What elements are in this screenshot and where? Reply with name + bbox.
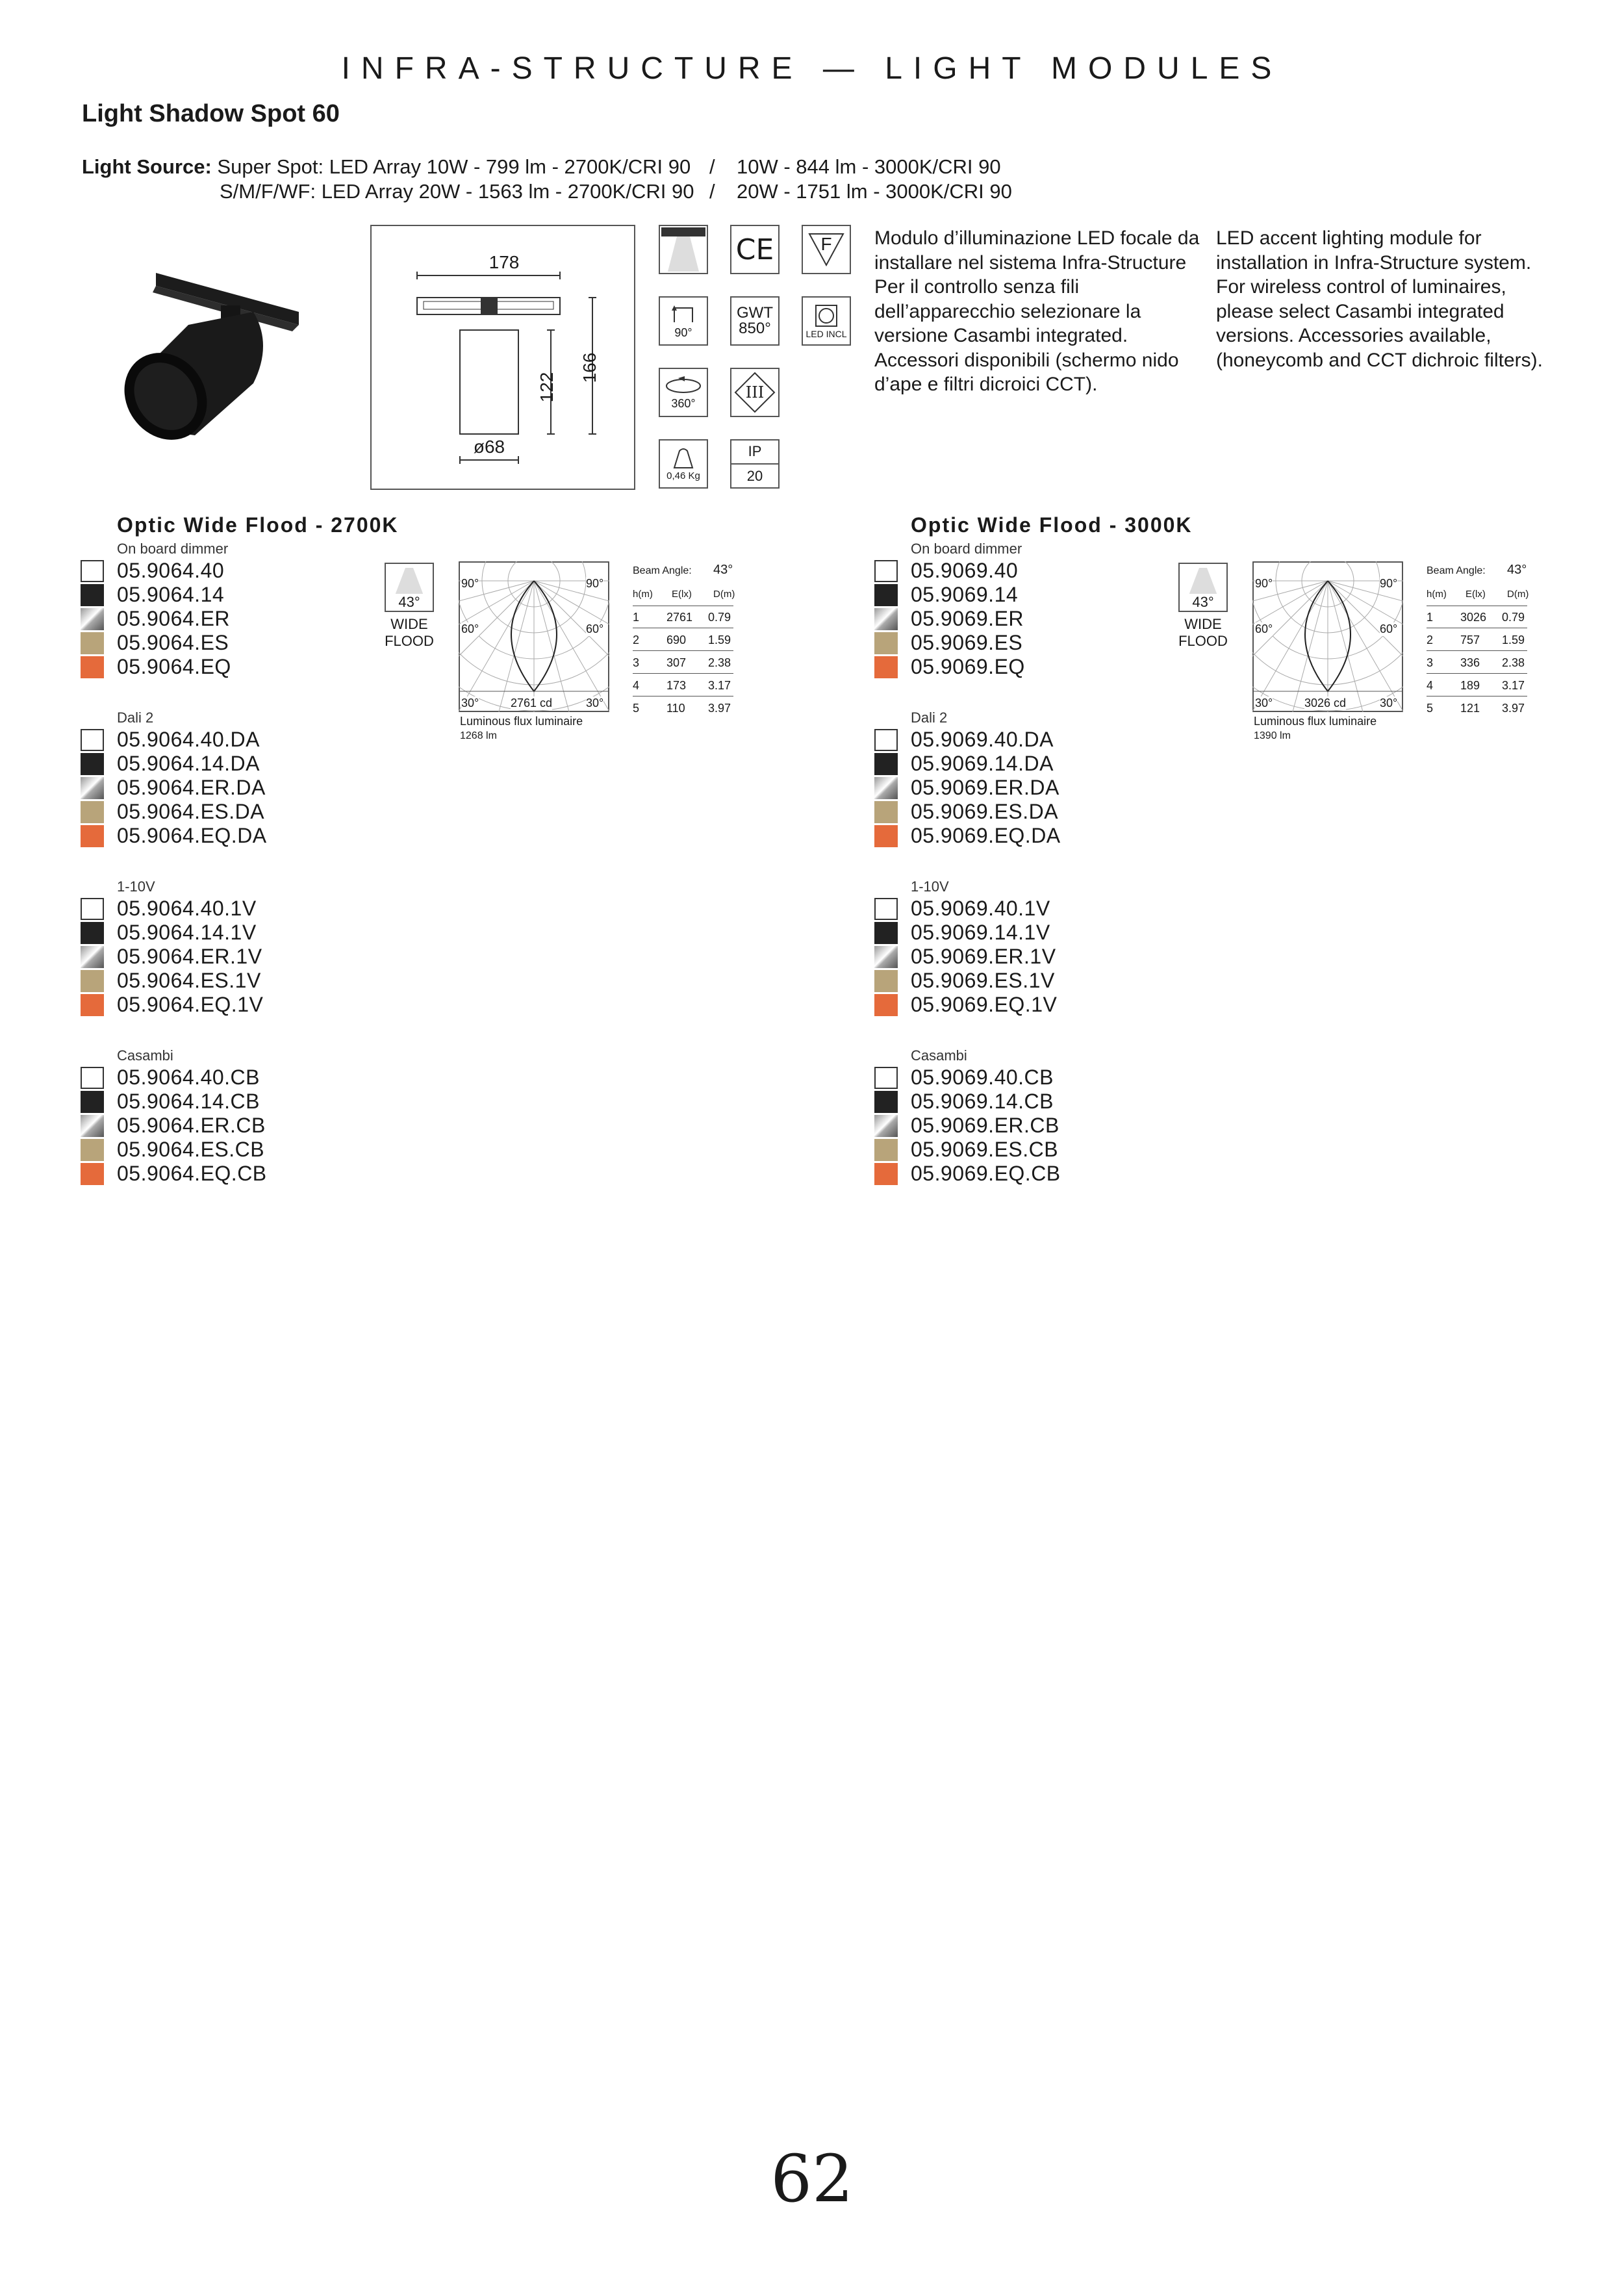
table-cell: 2 [1427, 633, 1434, 646]
table-cell: 1 [1427, 611, 1434, 624]
class-iii-icon [730, 368, 780, 417]
luminous-flux-label: Luminous flux luminaire [460, 715, 583, 728]
optic-title: Optic Wide Flood - 2700K [117, 513, 399, 537]
group-label: Casambi [117, 1047, 173, 1064]
rotate-vertical-icon [659, 296, 708, 346]
product-code: 05.9064.40 [117, 559, 225, 582]
finish-swatch-er [81, 608, 104, 630]
product-code: 05.9064.40.1V [117, 897, 257, 920]
product-code: 05.9064.14.1V [117, 921, 257, 944]
gwt-icon [730, 296, 780, 346]
table-cell: 3026 [1460, 611, 1487, 624]
product-code: 05.9069.ES [911, 631, 1023, 654]
product-code: 05.9064.ER [117, 607, 231, 630]
light-source-line1-b: 10W - 844 lm - 3000K/CRI 90 [737, 155, 1001, 178]
product-code: 05.9064.ES.CB [117, 1138, 265, 1161]
table-cell: 4 [633, 679, 640, 692]
table-cell: 110 [666, 702, 685, 715]
group-label: On board dimmer [911, 541, 1022, 557]
rotate-vertical-text: 90° [674, 326, 692, 339]
spot-light-icon [659, 225, 708, 274]
finish-swatch-eq [874, 825, 898, 847]
group-label: 1-10V [911, 878, 949, 895]
group-label: Dali 2 [117, 709, 154, 726]
product-photo [117, 260, 305, 448]
product-code: 05.9064.14.CB [117, 1090, 260, 1113]
beam-name-2: FLOOD [385, 633, 434, 649]
beam-angle-value: 43° [1184, 594, 1223, 611]
finish-swatch-er [874, 777, 898, 799]
ce-mark-text: CE [735, 233, 774, 266]
table-header-cell: D(m) [713, 589, 735, 600]
product-code: 05.9064.ES.DA [117, 800, 265, 823]
product-code: 05.9064.EQ.CB [117, 1162, 267, 1185]
polar-label-60-left: 60° [461, 622, 479, 635]
product-code: 05.9064.ES.1V [117, 969, 261, 992]
beam-angle-label: Beam Angle: [1427, 565, 1486, 576]
product-code: 05.9069.ES.1V [911, 969, 1055, 992]
product-title: Light Shadow Spot 60 [82, 100, 340, 127]
table-cell: 3.97 [708, 702, 731, 715]
product-code: 05.9069.ER.DA [911, 776, 1059, 799]
finish-swatch-es [81, 1139, 104, 1161]
weight-text: 0,46 Kg [666, 470, 700, 481]
table-cell: 2 [633, 633, 640, 646]
product-code: 05.9069.EQ.1V [911, 993, 1058, 1016]
beam-angle-table-value: 43° [713, 563, 733, 577]
page-header: INFRA-STRUCTURE — LIGHT MODULES [341, 51, 1283, 86]
table-cell: 757 [1460, 633, 1480, 646]
table-row [1427, 654, 1527, 674]
gwt-label: GWT [737, 304, 773, 322]
table-header-cell: h(m) [1427, 589, 1447, 600]
polar-candela: 2761 cd [511, 696, 553, 709]
product-code: 05.9064.ER.DA [117, 776, 266, 799]
table-row [1427, 676, 1527, 696]
polar-label-90-left: 90° [461, 577, 479, 590]
light-source-label: Light Source: [82, 155, 212, 178]
product-code: 05.9069.ES.CB [911, 1138, 1059, 1161]
beam-angle-value: 43° [390, 594, 429, 611]
product-code: 05.9069.EQ.CB [911, 1162, 1061, 1185]
class-iii-text: III [745, 383, 765, 402]
finish-swatch-eq [874, 1163, 898, 1185]
beam-angle-table-value: 43° [1507, 563, 1527, 577]
finish-swatch-14 [874, 584, 898, 606]
luminous-flux-value: 1268 lm [460, 730, 497, 741]
illuminance-table [633, 561, 743, 717]
table-row [1427, 608, 1527, 628]
polar-label-90-right: 90° [1380, 577, 1398, 590]
finish-swatch-es [874, 970, 898, 992]
dim-total-height: 166 [579, 352, 600, 383]
product-code: 05.9064.EQ [117, 655, 231, 678]
beam-name-2: FLOOD [1178, 633, 1228, 649]
light-source-line2-a: S/M/F/WF: LED Array 20W - 1563 lm - 2700K/CRI 90 [220, 180, 694, 203]
polar-label-30-right: 30° [586, 696, 604, 709]
table-cell: 5 [633, 702, 640, 715]
finish-swatch-er [81, 777, 104, 799]
ce-mark-icon [730, 225, 780, 274]
table-cell: 0.79 [708, 611, 731, 624]
table-cell: 189 [1460, 679, 1480, 692]
finish-swatch-er [81, 946, 104, 968]
finish-swatch-er [874, 946, 898, 968]
led-included-icon [802, 296, 851, 346]
finish-swatch-eq [874, 994, 898, 1016]
product-code: 05.9069.40.1V [911, 897, 1050, 920]
group-label: Casambi [911, 1047, 967, 1064]
product-code: 05.9069.ER.CB [911, 1114, 1059, 1137]
table-cell: 1 [633, 611, 640, 624]
polar-label-30-right: 30° [1380, 696, 1398, 709]
polar-label-90-left: 90° [1255, 577, 1273, 590]
finish-swatch-14 [874, 922, 898, 944]
finish-swatch-es [81, 632, 104, 654]
product-code: 05.9069.14 [911, 583, 1019, 606]
luminous-flux-label: Luminous flux luminaire [1254, 715, 1377, 728]
table-cell: 2.38 [1502, 656, 1525, 669]
led-included-text: LED INCL [806, 329, 847, 339]
product-code: 05.9069.EQ [911, 655, 1025, 678]
dimension-drawing [370, 225, 635, 490]
ip-value: 20 [746, 467, 763, 484]
finish-swatch-14 [874, 753, 898, 775]
finish-swatch-er [81, 1115, 104, 1137]
optic-title: Optic Wide Flood - 3000K [911, 513, 1193, 537]
ip-label: IP [748, 443, 762, 460]
table-cell: 2761 [666, 611, 693, 624]
table-header [1427, 586, 1527, 606]
finish-swatch-eq [81, 656, 104, 678]
finish-swatch-40 [81, 729, 104, 751]
table-cell: 3.17 [1502, 679, 1525, 692]
finish-swatch-14 [874, 1091, 898, 1113]
finish-swatch-40 [81, 898, 104, 920]
product-code: 05.9064.ER.1V [117, 945, 262, 968]
optic-column-3000k [794, 513, 1606, 1228]
table-header-cell: h(m) [633, 589, 653, 600]
table-row [1427, 699, 1527, 719]
polar-label-30-left: 30° [461, 696, 479, 709]
product-code: 05.9064.EQ.1V [117, 993, 264, 1016]
finish-swatch-14 [81, 753, 104, 775]
group-label: Dali 2 [911, 709, 948, 726]
table-cell: 307 [666, 656, 687, 669]
polar-label-60-right: 60° [586, 622, 604, 635]
product-code: 05.9069.ES.DA [911, 800, 1059, 823]
product-code: 05.9069.ER [911, 607, 1024, 630]
table-row [633, 608, 733, 628]
finish-swatch-40 [81, 1067, 104, 1089]
finish-swatch-eq [874, 656, 898, 678]
finish-swatch-40 [874, 898, 898, 920]
description-italian: Modulo d’illuminazione LED focale da installare nel sistema Infra-Structure Per il controllo senza fili dell’apparecchio selezionare la versione Casambi integrated. Accessori disponibili (schermo nido d’ape e filtri dicroici CCT). [874, 227, 1200, 395]
optic-column-2700k [0, 513, 812, 1228]
finish-swatch-40 [81, 560, 104, 582]
ip-rating-icon [730, 439, 780, 489]
gwt-temp: 850° [739, 320, 771, 337]
finish-swatch-14 [81, 584, 104, 606]
finish-swatch-40 [874, 729, 898, 751]
illuminance-table [1427, 561, 1537, 717]
table-cell: 3 [1427, 656, 1434, 669]
table-cell: 3 [633, 656, 640, 669]
beam-name-1: WIDE [390, 616, 428, 632]
table-cell: 3.97 [1502, 702, 1525, 715]
finish-swatch-es [874, 1139, 898, 1161]
dim-body-height: 122 [537, 372, 557, 403]
table-cell: 2.38 [708, 656, 731, 669]
table-cell: 336 [1460, 656, 1480, 669]
group-label: On board dimmer [117, 541, 229, 557]
table-header [633, 586, 733, 606]
finish-swatch-eq [81, 994, 104, 1016]
dim-diameter: ø68 [473, 437, 505, 457]
product-code: 05.9069.EQ.DA [911, 824, 1061, 847]
beam-name-1: WIDE [1184, 616, 1222, 632]
table-cell: 1.59 [1502, 633, 1525, 646]
finish-swatch-40 [874, 1067, 898, 1089]
polar-label-30-left: 30° [1255, 696, 1273, 709]
finish-swatch-es [874, 801, 898, 823]
polar-label-60-left: 60° [1255, 622, 1273, 635]
finish-swatch-40 [874, 560, 898, 582]
table-cell: 4 [1427, 679, 1434, 692]
beam-angle-label: Beam Angle: [633, 565, 692, 576]
finish-swatch-er [874, 1115, 898, 1137]
table-cell: 121 [1460, 702, 1480, 715]
product-code: 05.9064.EQ.DA [117, 824, 267, 847]
product-code: 05.9064.14.DA [117, 752, 260, 775]
finish-swatch-es [874, 632, 898, 654]
light-source-sep-1: / [709, 155, 715, 178]
table-header-cell: E(lx) [672, 589, 692, 600]
table-cell: 690 [666, 633, 687, 646]
dim-width: 178 [488, 252, 520, 272]
table-row [633, 654, 733, 674]
product-code: 05.9064.40.CB [117, 1066, 260, 1089]
light-source-sep-2: / [709, 180, 715, 203]
f-mark-icon [802, 225, 851, 274]
description-english: LED accent lighting module for installation in Infra-Structure system. For wireless control of luminaires, please select Casambi integrated versions. Accessories available, (honeycomb and CCT dichroic filters). [1216, 227, 1543, 371]
table-header-cell: E(lx) [1465, 589, 1486, 600]
table-cell: 1.59 [708, 633, 731, 646]
table-cell: 173 [666, 679, 687, 692]
rotate-horizontal-text: 360° [671, 396, 696, 410]
f-mark-text: F [820, 234, 832, 254]
rotate-horizontal-icon [659, 368, 708, 417]
finish-swatch-eq [81, 825, 104, 847]
page-number: 62 [770, 2141, 854, 2217]
group-label: 1-10V [117, 878, 155, 895]
finish-swatch-es [81, 801, 104, 823]
table-row [633, 699, 733, 719]
table-row [633, 676, 733, 696]
product-code: 05.9069.14.CB [911, 1090, 1054, 1113]
finish-swatch-es [81, 970, 104, 992]
table-cell: 0.79 [1502, 611, 1525, 624]
product-code: 05.9069.14.1V [911, 921, 1050, 944]
light-source [82, 155, 691, 179]
weight-icon [659, 439, 708, 489]
product-code: 05.9064.ES [117, 631, 229, 654]
polar-label-60-right: 60° [1380, 622, 1398, 635]
light-source-line1-a: Super Spot: LED Array 10W - 799 lm - 2700K/CRI 90 [217, 155, 691, 178]
product-code: 05.9069.14.DA [911, 752, 1054, 775]
product-code: 05.9069.40.CB [911, 1066, 1054, 1089]
finish-swatch-14 [81, 922, 104, 944]
table-row [633, 631, 733, 651]
finish-swatch-eq [81, 1163, 104, 1185]
polar-label-90-right: 90° [586, 577, 604, 590]
product-code: 05.9069.40.DA [911, 728, 1054, 751]
finish-swatch-14 [81, 1091, 104, 1113]
finish-swatch-er [874, 608, 898, 630]
table-cell: 3.17 [708, 679, 731, 692]
light-source-line2-b: 20W - 1751 lm - 3000K/CRI 90 [737, 180, 1012, 203]
table-cell: 5 [1427, 702, 1434, 715]
luminous-flux-value: 1390 lm [1254, 730, 1291, 741]
product-code: 05.9064.14 [117, 583, 225, 606]
polar-candela: 3026 cd [1304, 696, 1347, 709]
table-row [1427, 631, 1527, 651]
product-code: 05.9064.40.DA [117, 728, 260, 751]
product-code: 05.9069.40 [911, 559, 1019, 582]
product-code: 05.9064.ER.CB [117, 1114, 266, 1137]
table-header-cell: D(m) [1507, 589, 1529, 600]
product-code: 05.9069.ER.1V [911, 945, 1056, 968]
